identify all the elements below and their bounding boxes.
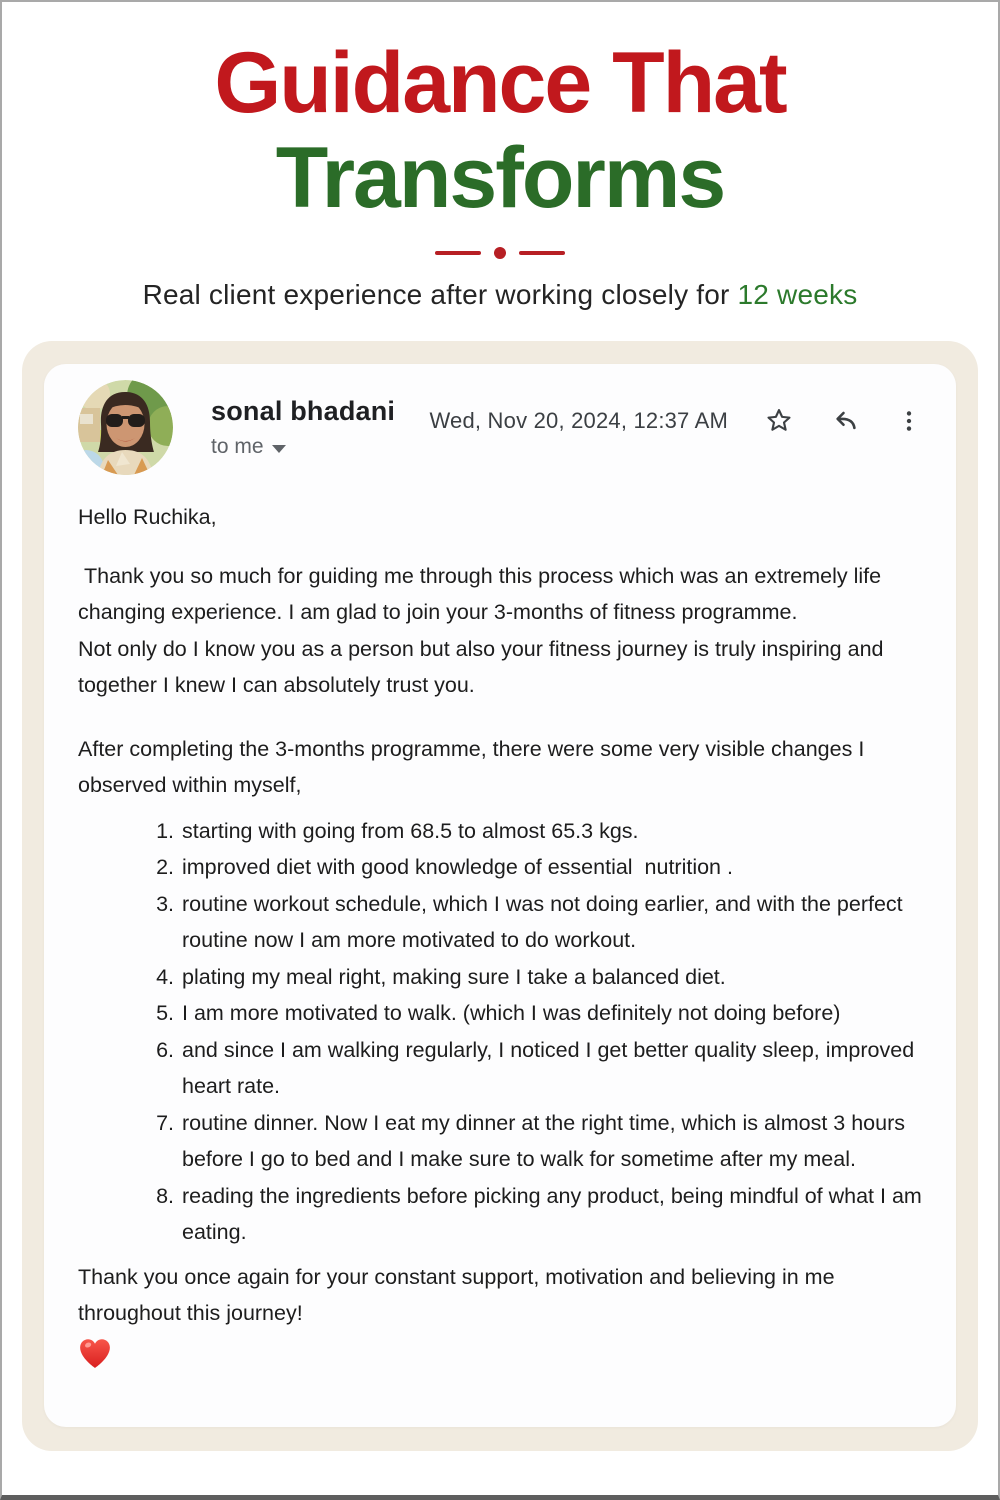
changes-list (78, 813, 928, 1251)
list-item: 2. improved diet with good knowledge of essential nutrition . (180, 849, 922, 886)
star-icon (764, 406, 794, 436)
email-body (78, 499, 928, 1369)
email-screenshot (44, 364, 956, 1427)
title-divider (2, 247, 998, 259)
closing-paragraph: Thank you once again for your constant support, motivation and believing in me throughout this journey! (78, 1264, 841, 1326)
email-date: Wed, Nov 20, 2024, 12:37 AM (429, 408, 728, 434)
recipient-dropdown[interactable] (211, 435, 395, 459)
page-title (2, 36, 998, 225)
list-item: 4. plating my meal right, making sure I take a balanced diet. (180, 959, 922, 996)
header (2, 2, 998, 311)
dropdown-arrow-icon (272, 445, 286, 453)
list-item: 6. and since I am walking regularly, I noticed I get better quality sleep, improved heart rate. (180, 1032, 922, 1105)
subtitle (2, 279, 998, 311)
star-button[interactable] (764, 406, 794, 436)
list-item: 1. starting with going from 68.5 to almost 65.3 kgs. (180, 813, 922, 850)
sender-name: sonal bhadani (211, 396, 396, 427)
divider-bar-left (435, 251, 481, 255)
more-vert-icon (896, 406, 922, 436)
reply-button[interactable] (830, 406, 860, 436)
subtitle-text: Real client experience after working closely for (142, 279, 738, 311)
recipient-label: to me (211, 435, 264, 459)
heart-icon (78, 1337, 112, 1369)
reply-icon (830, 406, 860, 436)
email-header (78, 380, 922, 475)
avatar-photo (78, 380, 173, 475)
sender-avatar[interactable] (78, 380, 173, 475)
title-line-1: Guidance That (214, 35, 786, 131)
title-line-2: Transforms (275, 129, 725, 226)
sender-block (211, 380, 395, 459)
subtitle-highlight: 12 weeks (737, 279, 858, 311)
list-item: 8. reading the ingredients before picking any product, being mindful of what I am eating. (180, 1178, 922, 1251)
paragraph-1: Thank you so much for guiding me through this process which was an extremely life changing experience. I am glad to join your 3-months of fitness programme. (78, 563, 888, 625)
list-item: 5. I am more motivated to walk. (which I was definitely not doing before) (180, 995, 922, 1032)
greeting: Hello Ruchika, (78, 505, 217, 530)
divider-dot (494, 247, 506, 259)
more-options-button[interactable] (896, 406, 922, 436)
email-meta (429, 380, 922, 436)
heart-emoji (78, 1337, 922, 1369)
page (2, 2, 998, 1451)
testimonial-card (22, 341, 978, 1451)
paragraph-2: Not only do I know you as a person but also your fitness journey is truly inspiring and together I knew I can absolutely trust you. (78, 636, 890, 698)
list-item: 3. routine workout schedule, which I was not doing earlier, and with the perfect routine now I am more motivated to do workout. (180, 886, 922, 959)
list-item: 7. routine dinner. Now I eat my dinner at the right time, which is almost 3 hours before I go to bed and I make sure to walk for sometime after my meal. (180, 1105, 922, 1178)
divider-bar-right (519, 251, 565, 255)
paragraph-3: After completing the 3-months programme, there were some very visible changes I observed within myself, (78, 736, 871, 798)
